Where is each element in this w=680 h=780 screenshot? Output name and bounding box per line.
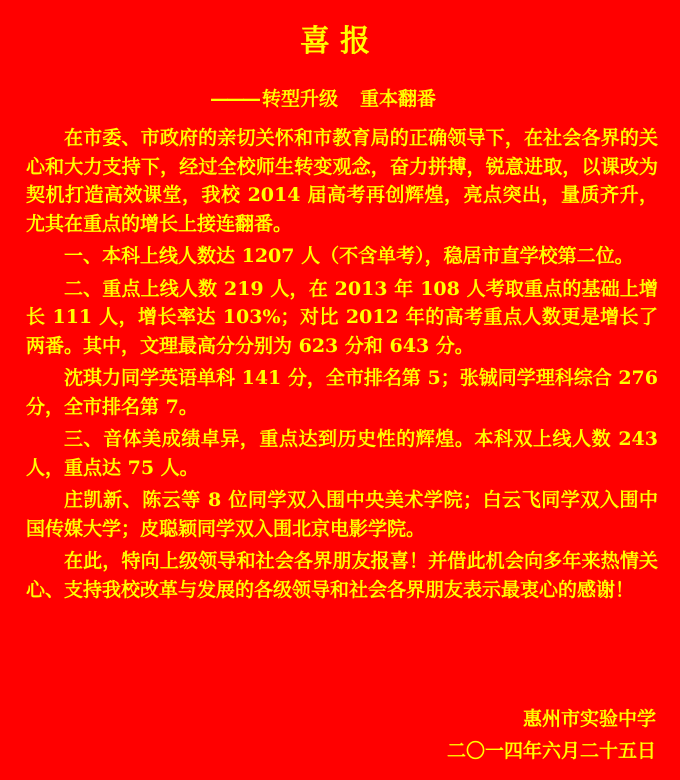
paragraph-key-university: 二、重点上线人数 219 人，在 2013 年 108 人考取重点的基础上增长 111 人，增长率达 103%；对比 2012 年的高考重点人数更是增长了两番。其中，文理最高分分别为 623 分和 643 分。 — [26, 277, 658, 357]
subtitle-part-2: 重本翻番 — [360, 88, 437, 110]
subtitle-part-1: 转型升级 — [262, 88, 339, 110]
paragraph-art-schools: 庄凯新、陈云等 8 位同学双入围中央美术学院；白云飞同学双入围中国传媒大学；皮聪颖同学双入围北京电影学院。 — [26, 489, 658, 540]
paragraph-top-students: 沈琪力同学英语单科 141 分，全市排名第 5；张铖同学理科综合 276 分，全市排名第 7。 — [26, 367, 659, 418]
subtitle — [210, 86, 436, 112]
paragraph-intro: 在市委、市政府的亲切关怀和市教育局的正确领导下，在社会各界的关心和大力支持下，经过全校师生转变观念，奋力拼搏，锐意进取，以课改为契机打造高效课堂，我校 2014 届高考再创辉煌，亮点突出，量质齐升，尤其在重点的增长上接连翻番。 — [26, 127, 658, 235]
paragraph-undergrad: 一、本科上线人数达 1207 人（不含单考），稳居市直学校第二位。 — [64, 245, 634, 267]
announcement-body — [26, 124, 658, 604]
subtitle-dash: ——— — [210, 88, 258, 110]
paragraph-thanks: 在此，特向上级领导和社会各界朋友报喜！并借此机会向多年来热情关心、支持我校改革与发展的各级领导和社会各界朋友表示最衷心的感谢！ — [26, 550, 658, 601]
signature-school: 惠州市实验中学 — [522, 708, 656, 730]
signature-date: 二〇一四年六月二十五日 — [446, 740, 656, 762]
page-title: 喜报 — [300, 24, 380, 59]
paragraph-arts-sports: 三、音体美成绩卓异，重点达到历史性的辉煌。本科双上线人数 243 人，重点达 75 人。 — [26, 428, 658, 479]
